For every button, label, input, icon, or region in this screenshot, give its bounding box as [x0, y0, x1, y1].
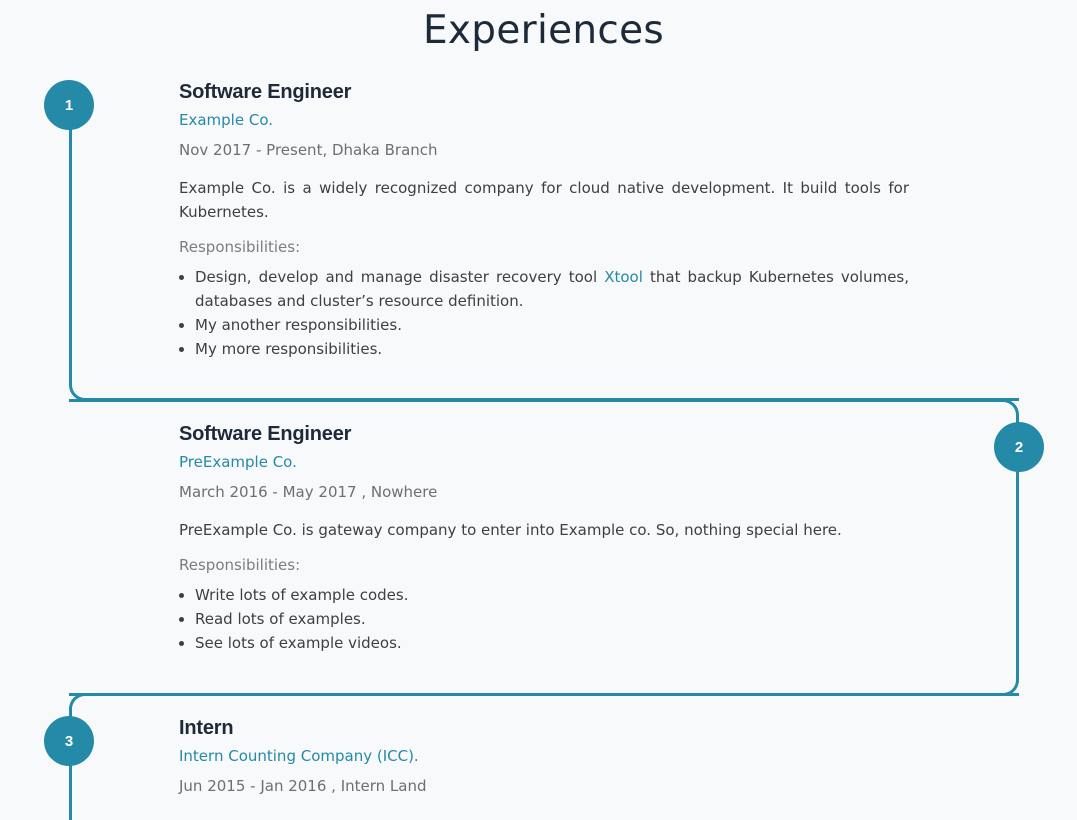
- job-period: March 2016 - May 2017 , Nowhere: [179, 483, 438, 501]
- step-number-circle: 2: [994, 422, 1044, 472]
- responsibility-text: Design, develop and manage disaster recovery tool: [195, 268, 605, 286]
- list-item: • Write lots of example codes.: [195, 583, 909, 607]
- responsibilities-list: [179, 583, 909, 655]
- company-link[interactable]: PreExample Co.: [179, 453, 297, 471]
- xtool-link[interactable]: Xtool: [604, 268, 643, 286]
- responsibility-text: that backup Kubernetes volumes, databases and cluster’s resource definition.: [195, 268, 909, 310]
- list-item: • My another responsibilities.: [195, 313, 909, 337]
- job-description: Example Co. is a widely recognized company for cloud native development. It build tools for Kubernetes.: [179, 179, 909, 221]
- list-item: • Read lots of examples.: [195, 607, 909, 631]
- experience-card: [179, 80, 909, 361]
- page-title: Experiences: [422, 8, 665, 53]
- job-title: Intern: [179, 717, 234, 739]
- job-title: Software Engineer: [179, 423, 352, 445]
- job-title: Software Engineer: [179, 81, 352, 103]
- job-period: Nov 2017 - Present, Dhaka Branch: [179, 141, 438, 159]
- job-period: Jun 2015 - Jan 2016 , Intern Land: [179, 777, 427, 795]
- list-item: • See lots of example videos.: [195, 631, 909, 655]
- responsibilities-label: Responsibilities:: [179, 238, 301, 256]
- step-number-circle: 1: [44, 80, 94, 130]
- company-link[interactable]: Intern Counting Company (ICC).: [179, 747, 419, 765]
- step-number-circle: 3: [44, 716, 94, 766]
- list-item: • My more responsibilities.: [195, 337, 909, 361]
- list-item: [195, 265, 909, 313]
- company-link[interactable]: Example Co.: [179, 111, 273, 129]
- responsibilities-label: Responsibilities:: [179, 556, 301, 574]
- experience-card: [179, 716, 909, 796]
- responsibilities-list: [179, 265, 909, 361]
- experience-card: [179, 422, 909, 655]
- job-description: PreExample Co. is gateway company to enter into Example co. So, nothing special here.: [179, 521, 842, 539]
